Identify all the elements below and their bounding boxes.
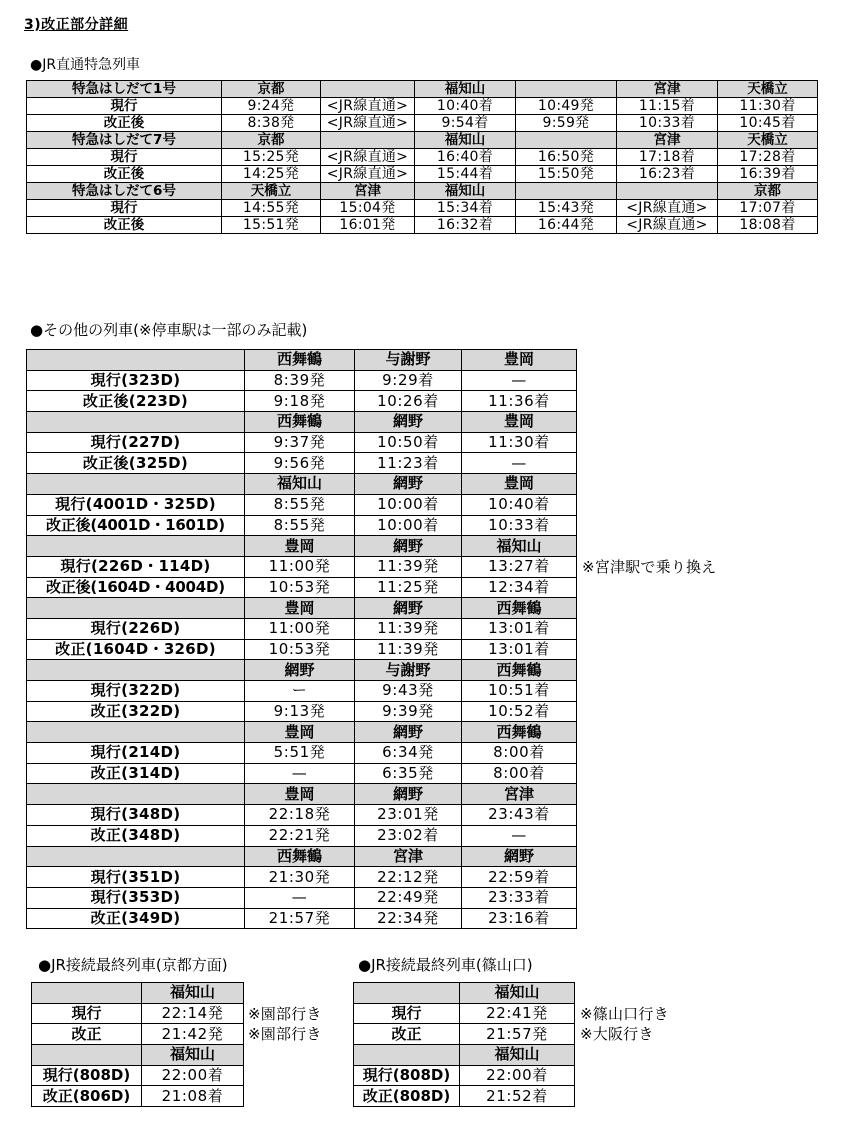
row-label: 現行 bbox=[27, 149, 222, 166]
train-name-header: 特急はしだて1号 bbox=[27, 81, 222, 98]
station-header: 宮津 bbox=[355, 846, 462, 867]
table-row bbox=[27, 556, 577, 577]
time-cell: — bbox=[245, 763, 355, 784]
time-cell: 9:24発 bbox=[222, 98, 321, 115]
row-label: 現行 bbox=[27, 200, 222, 217]
time-cell: <JR線直通> bbox=[321, 149, 415, 166]
time-cell: 22:12発 bbox=[355, 867, 462, 888]
header-blank bbox=[27, 722, 245, 743]
table-row bbox=[27, 432, 577, 453]
time-cell: 13:01着 bbox=[462, 618, 577, 639]
row-label: 現行 bbox=[354, 1003, 460, 1024]
transfer-note: ※宮津駅で乗り換え bbox=[582, 558, 717, 576]
time-cell: 23:43着 bbox=[462, 805, 577, 826]
time-cell: 10:33着 bbox=[617, 115, 718, 132]
time-cell: 15:34着 bbox=[415, 200, 516, 217]
time-cell: ー bbox=[245, 681, 355, 702]
header-blank bbox=[27, 660, 245, 681]
header-blank bbox=[354, 1045, 460, 1066]
row-label: 現行(214D) bbox=[27, 743, 245, 764]
time-cell: 10:00着 bbox=[355, 494, 462, 515]
train-name-header: 特急はしだて6号 bbox=[27, 183, 222, 200]
time-cell: 16:39着 bbox=[718, 166, 818, 183]
station-header: 豊岡 bbox=[462, 474, 577, 495]
time-cell: <JR線直通> bbox=[321, 115, 415, 132]
table-row bbox=[27, 681, 577, 702]
time-cell: 23:02着 bbox=[355, 825, 462, 846]
table-row bbox=[27, 908, 577, 929]
row-label: 改正後 bbox=[27, 115, 222, 132]
station-header: 網野 bbox=[355, 536, 462, 557]
table-row bbox=[27, 115, 818, 132]
station-header bbox=[516, 132, 617, 149]
time-cell: 9:56発 bbox=[245, 453, 355, 474]
time-cell: 10:40着 bbox=[415, 98, 516, 115]
header-blank bbox=[27, 846, 245, 867]
row-label: 現行 bbox=[32, 1003, 142, 1024]
station-header: 豊岡 bbox=[245, 598, 355, 619]
time-cell: 15:44着 bbox=[415, 166, 516, 183]
time-cell: 10:45着 bbox=[718, 115, 818, 132]
station-header bbox=[321, 81, 415, 98]
time-cell: 9:29着 bbox=[355, 370, 462, 391]
header-blank bbox=[27, 474, 245, 495]
table-row bbox=[27, 515, 577, 536]
station-header: 京都 bbox=[222, 81, 321, 98]
time-cell: <JR線直通> bbox=[321, 98, 415, 115]
time-cell: 8:00着 bbox=[462, 743, 577, 764]
time-cell: 22:59着 bbox=[462, 867, 577, 888]
station-header bbox=[516, 183, 617, 200]
row-label: 現行(348D) bbox=[27, 805, 245, 826]
station-header: 宮津 bbox=[617, 81, 718, 98]
time-cell: 11:39発 bbox=[355, 618, 462, 639]
time-cell: 14:55発 bbox=[222, 200, 321, 217]
station-header: 福知山 bbox=[142, 1045, 244, 1066]
time-cell: 15:43発 bbox=[516, 200, 617, 217]
time-cell: 13:01着 bbox=[462, 639, 577, 660]
station-header: 豊岡 bbox=[245, 722, 355, 743]
station-header: 網野 bbox=[355, 784, 462, 805]
section-title-other-trains: ●その他の列車(※停車駅は一部のみ記載) bbox=[30, 321, 308, 339]
row-label: 現行(353D) bbox=[27, 887, 245, 908]
time-cell: 10:53発 bbox=[245, 639, 355, 660]
time-cell: 9:43発 bbox=[355, 681, 462, 702]
station-header: 福知山 bbox=[462, 536, 577, 557]
time-cell: 21:52着 bbox=[460, 1086, 575, 1107]
time-cell: 10:40着 bbox=[462, 494, 577, 515]
row-label: 改正(1604D・326D) bbox=[27, 639, 245, 660]
row-label: 現行(226D) bbox=[27, 618, 245, 639]
station-header: 西舞鶴 bbox=[245, 846, 355, 867]
time-cell: 16:32着 bbox=[415, 217, 516, 234]
table-row bbox=[27, 639, 577, 660]
table-row bbox=[27, 391, 577, 412]
time-cell: 8:39発 bbox=[245, 370, 355, 391]
destination-note: ※大阪行き bbox=[580, 1025, 654, 1043]
time-cell: 8:55発 bbox=[245, 494, 355, 515]
time-cell: 9:59発 bbox=[516, 115, 617, 132]
time-cell: 6:34発 bbox=[355, 743, 462, 764]
station-header: 福知山 bbox=[415, 132, 516, 149]
station-header: 豊岡 bbox=[245, 536, 355, 557]
time-cell: 8:38発 bbox=[222, 115, 321, 132]
time-cell: 5:51発 bbox=[245, 743, 355, 764]
time-cell: 16:44発 bbox=[516, 217, 617, 234]
time-cell: 21:08着 bbox=[142, 1086, 244, 1107]
row-label: 改正 bbox=[32, 1024, 142, 1045]
time-cell: 10:00着 bbox=[355, 515, 462, 536]
time-cell: 11:00発 bbox=[245, 618, 355, 639]
header-blank bbox=[27, 598, 245, 619]
header-blank bbox=[32, 983, 142, 1004]
time-cell: 22:41発 bbox=[460, 1003, 575, 1024]
station-header: 京都 bbox=[222, 132, 321, 149]
row-label: 改正 bbox=[354, 1024, 460, 1045]
station-header: 網野 bbox=[245, 660, 355, 681]
row-label: 現行(226D・114D) bbox=[27, 556, 245, 577]
row-label: 現行(4001D・325D) bbox=[27, 494, 245, 515]
time-cell: 17:07着 bbox=[718, 200, 818, 217]
station-header: 網野 bbox=[355, 598, 462, 619]
time-cell: 23:01発 bbox=[355, 805, 462, 826]
time-cell: 9:37発 bbox=[245, 432, 355, 453]
time-cell: 16:50発 bbox=[516, 149, 617, 166]
time-cell: 15:50発 bbox=[516, 166, 617, 183]
row-label: 改正(806D) bbox=[32, 1086, 142, 1107]
table-row bbox=[27, 494, 577, 515]
row-label: 改正(314D) bbox=[27, 763, 245, 784]
time-cell: 11:30着 bbox=[718, 98, 818, 115]
header-blank bbox=[27, 412, 245, 433]
destination-note: ※園部行き bbox=[248, 1005, 322, 1023]
table-row bbox=[27, 825, 577, 846]
time-cell: 21:57発 bbox=[245, 908, 355, 929]
time-cell: 12:34着 bbox=[462, 577, 577, 598]
table-row bbox=[27, 453, 577, 474]
time-cell: 10:53発 bbox=[245, 577, 355, 598]
section-title-sasayamaguchi: ●JR接続最終列車(篠山口) bbox=[358, 956, 533, 974]
time-cell: 11:25発 bbox=[355, 577, 462, 598]
last-connection-kyoto-table bbox=[31, 982, 244, 1107]
station-header: 与謝野 bbox=[355, 350, 462, 371]
time-cell: 15:51発 bbox=[222, 217, 321, 234]
header-blank bbox=[32, 1045, 142, 1066]
last-connection-sasayamaguchi-table bbox=[353, 982, 575, 1107]
station-header: 宮津 bbox=[617, 132, 718, 149]
time-cell: 22:18発 bbox=[245, 805, 355, 826]
time-cell: 18:08着 bbox=[718, 217, 818, 234]
train-name-header: 特急はしだて7号 bbox=[27, 132, 222, 149]
row-label: 現行(808D) bbox=[32, 1065, 142, 1086]
time-cell: 11:15着 bbox=[617, 98, 718, 115]
station-header: 網野 bbox=[355, 412, 462, 433]
time-cell: 22:00着 bbox=[460, 1065, 575, 1086]
time-cell: 9:54着 bbox=[415, 115, 516, 132]
station-header: 福知山 bbox=[415, 81, 516, 98]
other-trains-table bbox=[26, 349, 577, 929]
time-cell: — bbox=[245, 887, 355, 908]
table-row bbox=[27, 887, 577, 908]
row-label: 現行(351D) bbox=[27, 867, 245, 888]
row-label: 改正(349D) bbox=[27, 908, 245, 929]
page-title: 3)改正部分詳細 bbox=[24, 17, 129, 33]
time-cell: 17:28着 bbox=[718, 149, 818, 166]
table-row bbox=[27, 166, 818, 183]
section-title-jr-direct: ●JR直通特急列車 bbox=[30, 57, 141, 73]
station-header: 天橋立 bbox=[222, 183, 321, 200]
time-cell: 23:33着 bbox=[462, 887, 577, 908]
table-row bbox=[27, 618, 577, 639]
row-label: 現行(322D) bbox=[27, 681, 245, 702]
row-label: 改正後 bbox=[27, 166, 222, 183]
table-row bbox=[27, 805, 577, 826]
table-row bbox=[27, 701, 577, 722]
time-cell: 11:39発 bbox=[355, 639, 462, 660]
table-row bbox=[27, 217, 818, 234]
station-header: 豊岡 bbox=[462, 412, 577, 433]
header-blank bbox=[27, 536, 245, 557]
time-cell: 16:23着 bbox=[617, 166, 718, 183]
time-cell: 10:50着 bbox=[355, 432, 462, 453]
table-row bbox=[27, 577, 577, 598]
station-header: 福知山 bbox=[415, 183, 516, 200]
header-blank bbox=[27, 350, 245, 371]
time-cell: <JR線直通> bbox=[617, 200, 718, 217]
station-header: 京都 bbox=[718, 183, 818, 200]
time-cell: 10:52着 bbox=[462, 701, 577, 722]
station-header: 与謝野 bbox=[355, 660, 462, 681]
row-label: 現行(227D) bbox=[27, 432, 245, 453]
row-label: 現行(808D) bbox=[354, 1065, 460, 1086]
station-header: 西舞鶴 bbox=[245, 350, 355, 371]
time-cell: 11:00発 bbox=[245, 556, 355, 577]
header-blank bbox=[354, 983, 460, 1004]
station-header: 福知山 bbox=[142, 983, 244, 1004]
time-cell: 16:01発 bbox=[321, 217, 415, 234]
row-label: 改正後(223D) bbox=[27, 391, 245, 412]
station-header: 宮津 bbox=[321, 183, 415, 200]
time-cell: — bbox=[462, 453, 577, 474]
time-cell: 9:18発 bbox=[245, 391, 355, 412]
row-label: 改正後(1604D・4004D) bbox=[27, 577, 245, 598]
row-label: 改正後(4001D・1601D) bbox=[27, 515, 245, 536]
time-cell: 23:16着 bbox=[462, 908, 577, 929]
time-cell: 11:39発 bbox=[355, 556, 462, 577]
time-cell: — bbox=[462, 370, 577, 391]
station-header: 網野 bbox=[355, 722, 462, 743]
destination-note: ※篠山口行き bbox=[580, 1005, 669, 1023]
station-header: 福知山 bbox=[460, 983, 575, 1004]
table-row bbox=[27, 867, 577, 888]
station-header: 西舞鶴 bbox=[462, 598, 577, 619]
station-header: 宮津 bbox=[462, 784, 577, 805]
time-cell: 16:40着 bbox=[415, 149, 516, 166]
time-cell: — bbox=[462, 825, 577, 846]
time-cell: 11:23着 bbox=[355, 453, 462, 474]
time-cell: 17:18着 bbox=[617, 149, 718, 166]
time-cell: 21:57発 bbox=[460, 1024, 575, 1045]
time-cell: 22:49発 bbox=[355, 887, 462, 908]
time-cell: 22:00着 bbox=[142, 1065, 244, 1086]
station-header bbox=[321, 132, 415, 149]
time-cell: 10:51着 bbox=[462, 681, 577, 702]
time-cell: 8:55発 bbox=[245, 515, 355, 536]
header-blank bbox=[27, 784, 245, 805]
row-label: 現行(323D) bbox=[27, 370, 245, 391]
row-label: 改正(322D) bbox=[27, 701, 245, 722]
row-label: 改正(808D) bbox=[354, 1086, 460, 1107]
station-header: 豊岡 bbox=[462, 350, 577, 371]
time-cell: 13:27着 bbox=[462, 556, 577, 577]
station-header: 網野 bbox=[355, 474, 462, 495]
time-cell: 6:35発 bbox=[355, 763, 462, 784]
table-row bbox=[27, 98, 818, 115]
station-header: 福知山 bbox=[245, 474, 355, 495]
row-label: 改正後 bbox=[27, 217, 222, 234]
time-cell: 22:21発 bbox=[245, 825, 355, 846]
time-cell: 22:34発 bbox=[355, 908, 462, 929]
row-label: 改正(348D) bbox=[27, 825, 245, 846]
table-row bbox=[27, 743, 577, 764]
station-header: 西舞鶴 bbox=[245, 412, 355, 433]
time-cell: 9:39発 bbox=[355, 701, 462, 722]
station-header: 天橋立 bbox=[718, 132, 818, 149]
time-cell: 15:04発 bbox=[321, 200, 415, 217]
time-cell: 10:26着 bbox=[355, 391, 462, 412]
station-header: 西舞鶴 bbox=[462, 722, 577, 743]
time-cell: 8:00着 bbox=[462, 763, 577, 784]
station-header bbox=[516, 81, 617, 98]
table-row bbox=[27, 370, 577, 391]
time-cell: 10:33着 bbox=[462, 515, 577, 536]
time-cell: 15:25発 bbox=[222, 149, 321, 166]
time-cell: 9:13発 bbox=[245, 701, 355, 722]
station-header: 福知山 bbox=[460, 1045, 575, 1066]
time-cell: 11:36着 bbox=[462, 391, 577, 412]
time-cell: 14:25発 bbox=[222, 166, 321, 183]
time-cell: 22:14発 bbox=[142, 1003, 244, 1024]
station-header: 天橋立 bbox=[718, 81, 818, 98]
station-header: 西舞鶴 bbox=[462, 660, 577, 681]
station-header: 豊岡 bbox=[245, 784, 355, 805]
row-label: 改正後(325D) bbox=[27, 453, 245, 474]
time-cell: 21:30発 bbox=[245, 867, 355, 888]
station-header: 網野 bbox=[462, 846, 577, 867]
table-row bbox=[27, 763, 577, 784]
table-row bbox=[27, 200, 818, 217]
row-label: 現行 bbox=[27, 98, 222, 115]
table-row bbox=[27, 149, 818, 166]
station-header bbox=[617, 183, 718, 200]
time-cell: <JR線直通> bbox=[321, 166, 415, 183]
time-cell: <JR線直通> bbox=[617, 217, 718, 234]
time-cell: 10:49発 bbox=[516, 98, 617, 115]
destination-note: ※園部行き bbox=[248, 1025, 322, 1043]
section-title-kyoto-direction: ●JR接続最終列車(京都方面) bbox=[38, 956, 228, 974]
time-cell: 11:30着 bbox=[462, 432, 577, 453]
time-cell: 21:42発 bbox=[142, 1024, 244, 1045]
limited-express-table bbox=[26, 80, 818, 234]
